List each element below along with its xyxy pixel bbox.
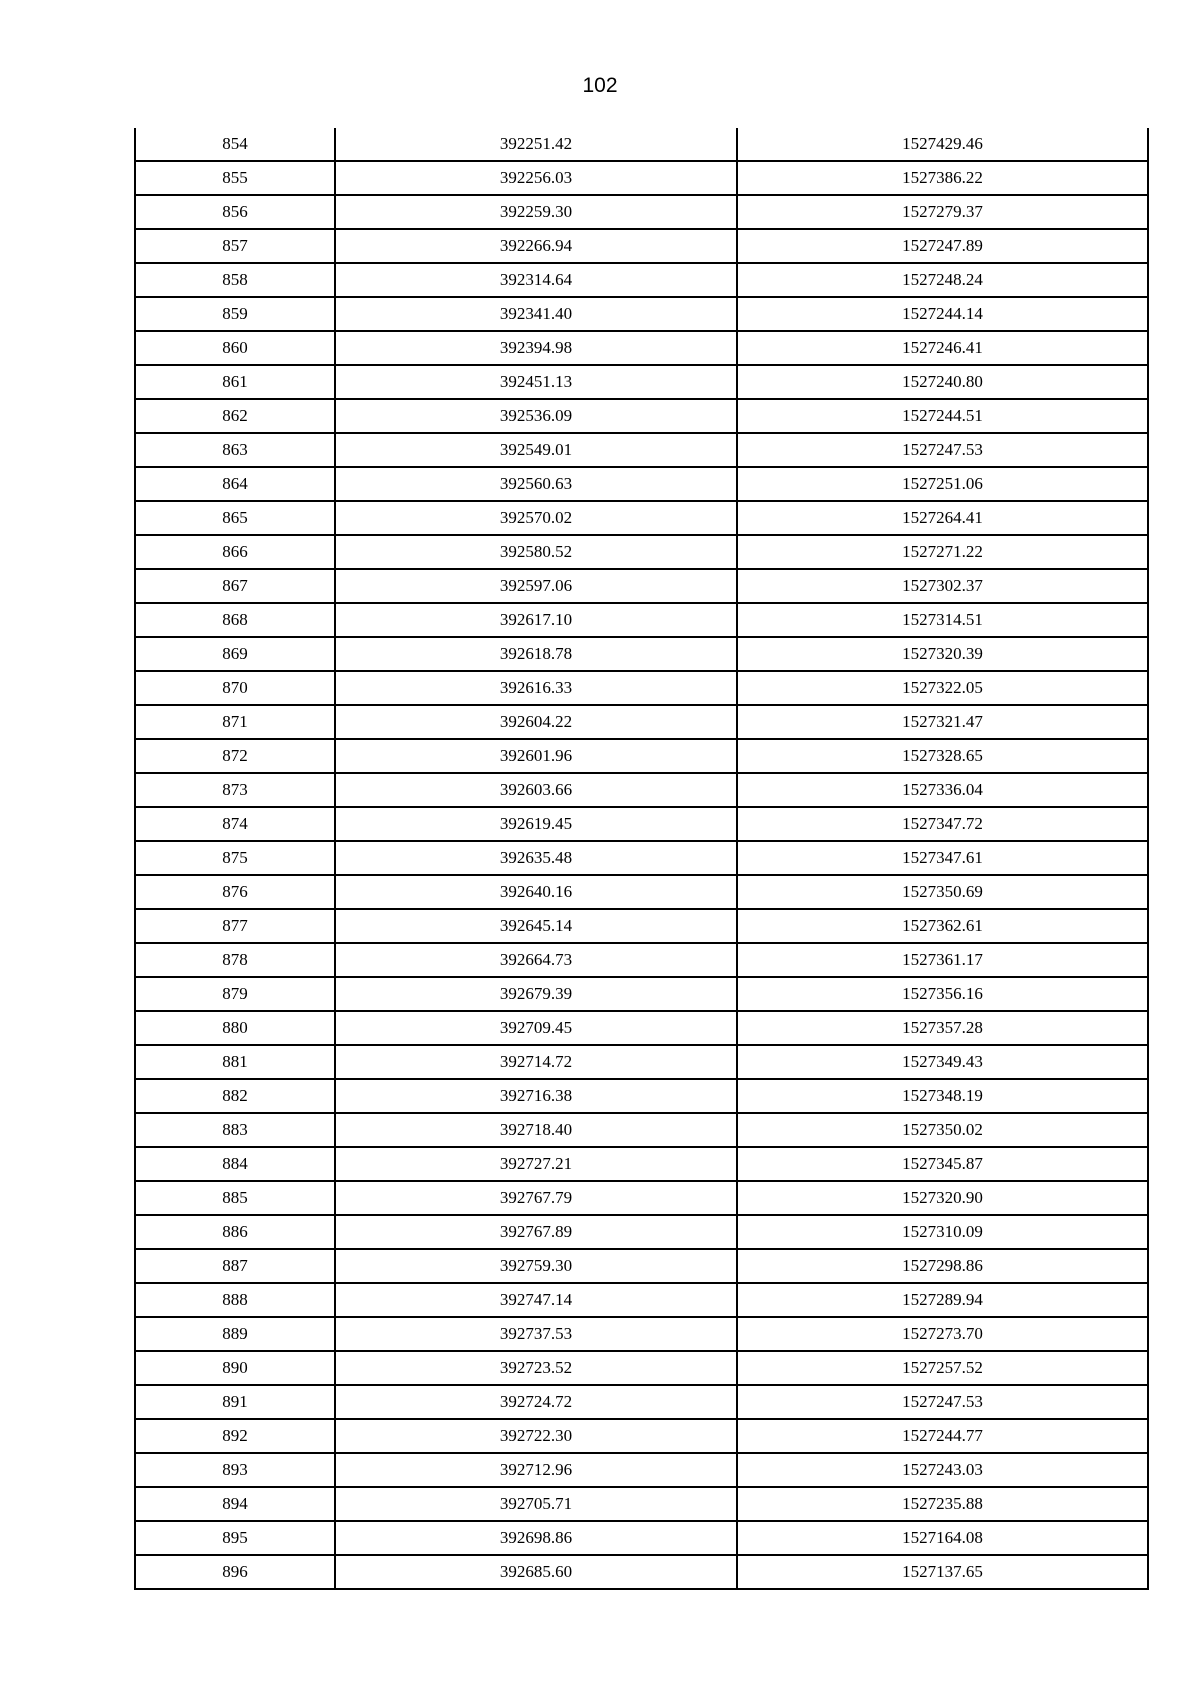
- x-coordinate-cell: 392718.40: [335, 1113, 737, 1147]
- point-number-cell: 861: [135, 365, 335, 399]
- y-coordinate-cell: 1527137.65: [737, 1555, 1148, 1589]
- table-row: [135, 128, 1148, 161]
- table-row: [135, 739, 1148, 773]
- point-number-cell: 870: [135, 671, 335, 705]
- x-coordinate-cell: 392767.79: [335, 1181, 737, 1215]
- x-coordinate-cell: 392759.30: [335, 1249, 737, 1283]
- y-coordinate-cell: 1527289.94: [737, 1283, 1148, 1317]
- x-coordinate-cell: 392679.39: [335, 977, 737, 1011]
- y-coordinate-cell: 1527298.86: [737, 1249, 1148, 1283]
- y-coordinate-cell: 1527361.17: [737, 943, 1148, 977]
- x-coordinate-cell: 392747.14: [335, 1283, 737, 1317]
- x-coordinate-cell: 392256.03: [335, 161, 737, 195]
- point-number-cell: 863: [135, 433, 335, 467]
- x-coordinate-cell: 392664.73: [335, 943, 737, 977]
- point-number-cell: 882: [135, 1079, 335, 1113]
- y-coordinate-cell: 1527279.37: [737, 195, 1148, 229]
- y-coordinate-cell: 1527246.41: [737, 331, 1148, 365]
- x-coordinate-cell: 392723.52: [335, 1351, 737, 1385]
- table-row: [135, 1317, 1148, 1351]
- table-row: [135, 1555, 1148, 1589]
- x-coordinate-cell: 392640.16: [335, 875, 737, 909]
- table-row: [135, 773, 1148, 807]
- x-coordinate-cell: 392604.22: [335, 705, 737, 739]
- y-coordinate-cell: 1527322.05: [737, 671, 1148, 705]
- y-coordinate-cell: 1527310.09: [737, 1215, 1148, 1249]
- point-number-cell: 889: [135, 1317, 335, 1351]
- x-coordinate-cell: 392251.42: [335, 128, 737, 161]
- table-row: [135, 501, 1148, 535]
- y-coordinate-cell: 1527336.04: [737, 773, 1148, 807]
- table-row: [135, 229, 1148, 263]
- page-number: 102: [582, 74, 618, 97]
- y-coordinate-cell: 1527240.80: [737, 365, 1148, 399]
- x-coordinate-cell: 392709.45: [335, 1011, 737, 1045]
- table-row: [135, 1351, 1148, 1385]
- point-number-cell: 857: [135, 229, 335, 263]
- table-row: [135, 1521, 1148, 1555]
- y-coordinate-cell: 1527251.06: [737, 467, 1148, 501]
- y-coordinate-cell: 1527386.22: [737, 161, 1148, 195]
- table-row: [135, 603, 1148, 637]
- x-coordinate-cell: 392580.52: [335, 535, 737, 569]
- y-coordinate-cell: 1527264.41: [737, 501, 1148, 535]
- x-coordinate-cell: 392259.30: [335, 195, 737, 229]
- table-row: [135, 1011, 1148, 1045]
- point-number-cell: 855: [135, 161, 335, 195]
- x-coordinate-cell: 392617.10: [335, 603, 737, 637]
- x-coordinate-cell: 392737.53: [335, 1317, 737, 1351]
- y-coordinate-cell: 1527347.72: [737, 807, 1148, 841]
- table-row: [135, 705, 1148, 739]
- y-coordinate-cell: 1527321.47: [737, 705, 1148, 739]
- y-coordinate-cell: 1527273.70: [737, 1317, 1148, 1351]
- x-coordinate-cell: 392341.40: [335, 297, 737, 331]
- table-row: [135, 331, 1148, 365]
- point-number-cell: 891: [135, 1385, 335, 1419]
- table-row: [135, 1181, 1148, 1215]
- x-coordinate-cell: 392685.60: [335, 1555, 737, 1589]
- table-row: [135, 1487, 1148, 1521]
- y-coordinate-cell: 1527302.37: [737, 569, 1148, 603]
- x-coordinate-cell: 392451.13: [335, 365, 737, 399]
- coordinate-table-body: [135, 128, 1148, 1589]
- table-row: [135, 1385, 1148, 1419]
- x-coordinate-cell: 392549.01: [335, 433, 737, 467]
- y-coordinate-cell: 1527271.22: [737, 535, 1148, 569]
- y-coordinate-cell: 1527235.88: [737, 1487, 1148, 1521]
- point-number-cell: 878: [135, 943, 335, 977]
- table-row: [135, 1283, 1148, 1317]
- point-number-cell: 880: [135, 1011, 335, 1045]
- point-number-cell: 875: [135, 841, 335, 875]
- x-coordinate-cell: 392724.72: [335, 1385, 737, 1419]
- table-row: [135, 807, 1148, 841]
- point-number-cell: 866: [135, 535, 335, 569]
- table-row: [135, 535, 1148, 569]
- table-row: [135, 569, 1148, 603]
- x-coordinate-cell: 392767.89: [335, 1215, 737, 1249]
- y-coordinate-cell: 1527314.51: [737, 603, 1148, 637]
- table-row: [135, 1453, 1148, 1487]
- point-number-cell: 864: [135, 467, 335, 501]
- y-coordinate-cell: 1527320.39: [737, 637, 1148, 671]
- point-number-cell: 892: [135, 1419, 335, 1453]
- y-coordinate-cell: 1527350.02: [737, 1113, 1148, 1147]
- point-number-cell: 872: [135, 739, 335, 773]
- coordinate-table: [134, 128, 1149, 1590]
- point-number-cell: 856: [135, 195, 335, 229]
- y-coordinate-cell: 1527243.03: [737, 1453, 1148, 1487]
- table-row: [135, 909, 1148, 943]
- x-coordinate-cell: 392645.14: [335, 909, 737, 943]
- table-row: [135, 1147, 1148, 1181]
- x-coordinate-cell: 392597.06: [335, 569, 737, 603]
- point-number-cell: 854: [135, 128, 335, 161]
- x-coordinate-cell: 392722.30: [335, 1419, 737, 1453]
- table-row: [135, 875, 1148, 909]
- point-number-cell: 865: [135, 501, 335, 535]
- point-number-cell: 868: [135, 603, 335, 637]
- x-coordinate-cell: 392601.96: [335, 739, 737, 773]
- table-row: [135, 263, 1148, 297]
- table-row: [135, 433, 1148, 467]
- y-coordinate-cell: 1527247.53: [737, 1385, 1148, 1419]
- x-coordinate-cell: 392603.66: [335, 773, 737, 807]
- x-coordinate-cell: 392616.33: [335, 671, 737, 705]
- point-number-cell: 881: [135, 1045, 335, 1079]
- y-coordinate-cell: 1527244.51: [737, 399, 1148, 433]
- x-coordinate-cell: 392570.02: [335, 501, 737, 535]
- y-coordinate-cell: 1527257.52: [737, 1351, 1148, 1385]
- y-coordinate-cell: 1527247.89: [737, 229, 1148, 263]
- point-number-cell: 871: [135, 705, 335, 739]
- point-number-cell: 874: [135, 807, 335, 841]
- table-row: [135, 841, 1148, 875]
- table-row: [135, 1249, 1148, 1283]
- y-coordinate-cell: 1527244.77: [737, 1419, 1148, 1453]
- x-coordinate-cell: 392536.09: [335, 399, 737, 433]
- point-number-cell: 884: [135, 1147, 335, 1181]
- x-coordinate-cell: 392727.21: [335, 1147, 737, 1181]
- y-coordinate-cell: 1527345.87: [737, 1147, 1148, 1181]
- y-coordinate-cell: 1527362.61: [737, 909, 1148, 943]
- table-row: [135, 161, 1148, 195]
- point-number-cell: 867: [135, 569, 335, 603]
- point-number-cell: 890: [135, 1351, 335, 1385]
- table-row: [135, 637, 1148, 671]
- table-row: [135, 195, 1148, 229]
- y-coordinate-cell: 1527248.24: [737, 263, 1148, 297]
- point-number-cell: 879: [135, 977, 335, 1011]
- x-coordinate-cell: 392635.48: [335, 841, 737, 875]
- table-row: [135, 297, 1148, 331]
- y-coordinate-cell: 1527357.28: [737, 1011, 1148, 1045]
- table-row: [135, 1079, 1148, 1113]
- x-coordinate-cell: 392712.96: [335, 1453, 737, 1487]
- y-coordinate-cell: 1527247.53: [737, 433, 1148, 467]
- x-coordinate-cell: 392705.71: [335, 1487, 737, 1521]
- table-row: [135, 1045, 1148, 1079]
- point-number-cell: 894: [135, 1487, 335, 1521]
- point-number-cell: 858: [135, 263, 335, 297]
- point-number-cell: 859: [135, 297, 335, 331]
- y-coordinate-cell: 1527164.08: [737, 1521, 1148, 1555]
- x-coordinate-cell: 392716.38: [335, 1079, 737, 1113]
- point-number-cell: 887: [135, 1249, 335, 1283]
- x-coordinate-cell: 392714.72: [335, 1045, 737, 1079]
- x-coordinate-cell: 392394.98: [335, 331, 737, 365]
- table-row: [135, 943, 1148, 977]
- point-number-cell: 885: [135, 1181, 335, 1215]
- table-row: [135, 399, 1148, 433]
- point-number-cell: 862: [135, 399, 335, 433]
- y-coordinate-cell: 1527320.90: [737, 1181, 1148, 1215]
- y-coordinate-cell: 1527347.61: [737, 841, 1148, 875]
- table-row: [135, 467, 1148, 501]
- point-number-cell: 895: [135, 1521, 335, 1555]
- y-coordinate-cell: 1527356.16: [737, 977, 1148, 1011]
- y-coordinate-cell: 1527244.14: [737, 297, 1148, 331]
- x-coordinate-cell: 392619.45: [335, 807, 737, 841]
- point-number-cell: 896: [135, 1555, 335, 1589]
- y-coordinate-cell: 1527429.46: [737, 128, 1148, 161]
- table-row: [135, 977, 1148, 1011]
- table-row: [135, 1113, 1148, 1147]
- x-coordinate-cell: 392266.94: [335, 229, 737, 263]
- point-number-cell: 873: [135, 773, 335, 807]
- table-row: [135, 1215, 1148, 1249]
- point-number-cell: 869: [135, 637, 335, 671]
- y-coordinate-cell: 1527349.43: [737, 1045, 1148, 1079]
- y-coordinate-cell: 1527350.69: [737, 875, 1148, 909]
- point-number-cell: 888: [135, 1283, 335, 1317]
- y-coordinate-cell: 1527328.65: [737, 739, 1148, 773]
- point-number-cell: 893: [135, 1453, 335, 1487]
- point-number-cell: 876: [135, 875, 335, 909]
- x-coordinate-cell: 392560.63: [335, 467, 737, 501]
- x-coordinate-cell: 392314.64: [335, 263, 737, 297]
- point-number-cell: 886: [135, 1215, 335, 1249]
- y-coordinate-cell: 1527348.19: [737, 1079, 1148, 1113]
- x-coordinate-cell: 392618.78: [335, 637, 737, 671]
- table-row: [135, 671, 1148, 705]
- point-number-cell: 860: [135, 331, 335, 365]
- table-row: [135, 365, 1148, 399]
- point-number-cell: 877: [135, 909, 335, 943]
- x-coordinate-cell: 392698.86: [335, 1521, 737, 1555]
- table-row: [135, 1419, 1148, 1453]
- point-number-cell: 883: [135, 1113, 335, 1147]
